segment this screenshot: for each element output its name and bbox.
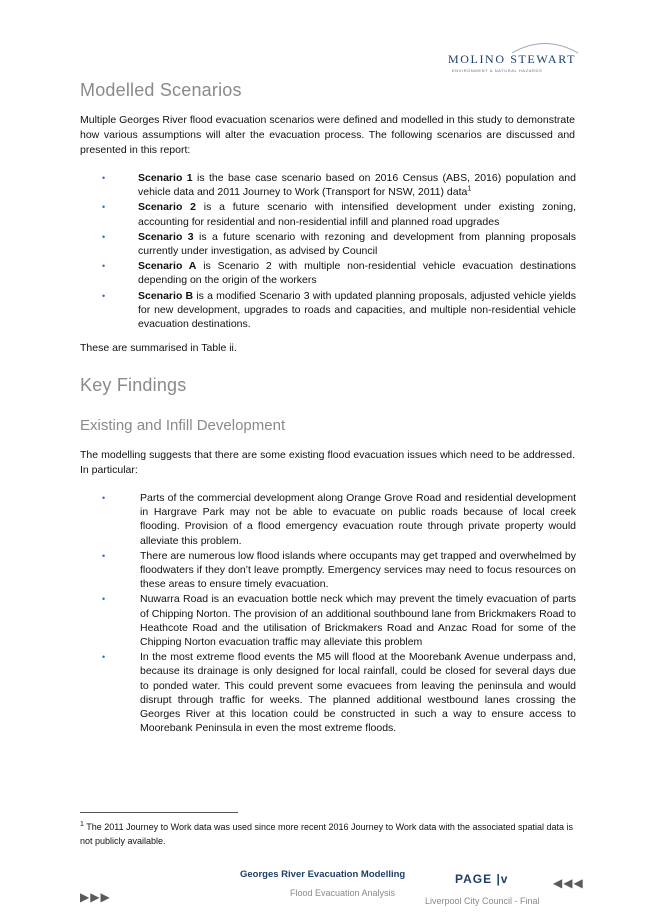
heading-key-findings: Key Findings <box>80 375 187 395</box>
scenario-name: Scenario 2 <box>138 201 196 214</box>
scenario-item <box>80 289 576 332</box>
finding-item <box>80 491 576 548</box>
bullet-icon: • <box>102 652 106 663</box>
scenario-item <box>80 230 576 258</box>
scenario-name: Scenario 3 <box>138 230 194 243</box>
scenarios-intro: Multiple Georges River flood evacuation scenarios were defined and modelled in this study to demonstrate how various assumptions will alter the evacuation process. The following scenarios are discussed and presented in this report: <box>80 114 575 156</box>
footnote-divider <box>80 812 238 813</box>
subheading-existing-infill: Existing and Infill Development <box>80 417 286 434</box>
finding-text: Parts of the commercial development along Orange Grove Road and residential development in Hargrave Park may not be able to evacuate on public roads because of local creek flooding. Provision of a flood emergency evacuation route through private property would alleviate this problem. <box>140 492 576 547</box>
scenario-name: Scenario A <box>138 260 197 273</box>
finding-text: In the most extreme flood events the M5 will flood at the Moorebank Avenue underpass and, because its drainage is only designed for local rainfall, could be closed for several days due to ponded water. This could prevent some evacuees from leaving the peninsula and would disrupt through traffic for weeks. The planned additional westbound lanes crossing the Georges River at this location could be constructed in such a way to ensure access to Moorebank Peninsula in even the most extreme floods. <box>140 651 576 735</box>
bullet-icon: • <box>102 173 106 183</box>
bullet-icon: • <box>102 202 106 213</box>
page-number: PAGE |v <box>455 872 509 886</box>
scenarios-summary: These are summarised in Table ii. <box>80 342 237 354</box>
scenario-name: Scenario 1 <box>138 172 193 184</box>
footnote-text: The 2011 Journey to Work data was used since more recent 2016 Journey to Work data with the associated spatial data is not publicly available. <box>80 822 574 846</box>
scenario-text: is a modified Scenario 3 with updated planning proposals, adjusted vehicle yields for new development, upgrades to roads and capacities, and multiple non-residential vehicle evacuation destinations. <box>138 289 576 331</box>
logo-name: MOLINO STEWART <box>448 52 577 66</box>
findings-list <box>80 491 576 736</box>
finding-item <box>80 592 576 649</box>
finding-text: There are numerous low flood islands where occupants may get trapped and overwhelmed by floodwaters if they don’t leave promptly. Emergency services may need to focus resources on these areas to ensure timely evacuation. <box>140 549 576 591</box>
finding-item <box>80 650 576 735</box>
footnote-ref: 1 <box>467 185 472 193</box>
footer-client: Liverpool City Council - Final <box>425 896 540 906</box>
footer-title: Georges River Evacuation Modelling <box>240 869 406 880</box>
bullet-icon: • <box>102 493 106 503</box>
scenario-item <box>80 259 576 287</box>
findings-intro: The modelling suggests that there are some existing flood evacuation issues which need to be addressed. In particular: <box>80 449 575 476</box>
arrows-right-icon: ▶▶▶ <box>80 890 111 904</box>
finding-text: Nuwarra Road is an evacuation bottle neck which may prevent the timely evacuation of parts of Chipping Norton. The provision of an additional southbound lane from Brickmakers Road to Heathcote Road and the utilisation of Brickmakers Road and Anzac Road for some of the Chipping Norton evacuation traffic may alleviate this problem <box>140 593 576 649</box>
company-logo <box>440 40 580 80</box>
scenario-text: is Scenario 2 with multiple non-residential vehicle evacuation destinations depending on the origin of the workers <box>138 260 577 287</box>
bullet-icon: • <box>102 290 106 301</box>
scenario-text: is a future scenario with intensified development under existing zoning, accounting for residential and non-residential infill and planned road upgrades <box>138 201 576 228</box>
footer-subtitle: Flood Evacuation Analysis <box>290 888 396 898</box>
scenario-text: is a future scenario with rezoning and development from planning proposals currently under investigation, as advised by Council <box>138 230 576 258</box>
scenario-text: is the base case scenario based on 2016 Census (ABS, 2016) population and vehicle data and 2011 Journey to Work (Transport for NSW, 2011) data <box>138 172 576 199</box>
scenario-name: Scenario B <box>138 289 194 302</box>
footnote <box>80 820 575 848</box>
finding-item <box>80 549 576 592</box>
logo-tagline: ENVIRONMENT & NATURAL HAZARDS <box>452 68 543 73</box>
scenario-item <box>80 171 576 199</box>
arrows-left-icon: ◀◀◀ <box>553 876 584 890</box>
scenario-list <box>80 171 576 332</box>
bullet-icon: • <box>102 261 106 272</box>
heading-modelled-scenarios: Modelled Scenarios <box>80 80 242 100</box>
bullet-icon: • <box>102 231 106 242</box>
scenario-item <box>80 200 576 228</box>
bullet-icon: • <box>102 550 106 561</box>
bullet-icon: • <box>102 594 106 605</box>
footnote-mark: 1 <box>80 821 84 828</box>
